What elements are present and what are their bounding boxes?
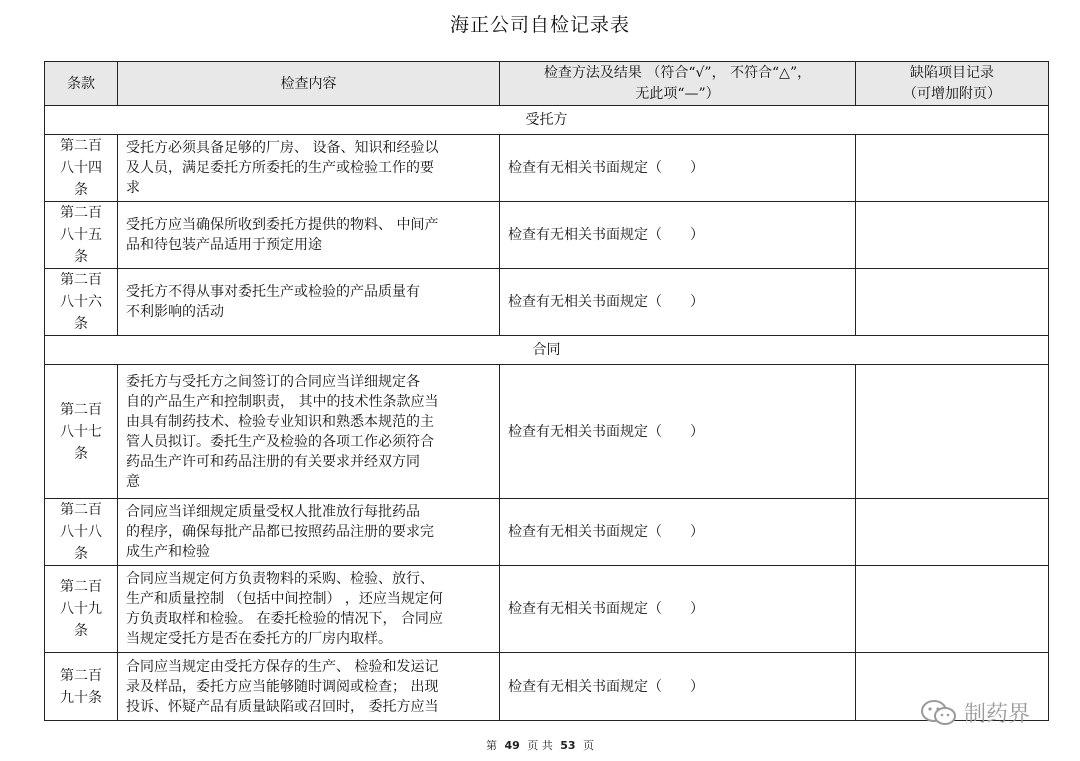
table-row (45, 269, 1049, 336)
content-line: 合同应当规定何方负责物料的采购、检验、放行、 (126, 571, 434, 587)
content-cell (118, 653, 500, 721)
header-method (500, 62, 856, 106)
clause-line: 九十条 (60, 689, 102, 706)
table-row (45, 499, 1049, 566)
defect-cell[interactable] (856, 566, 1049, 653)
defect-cell[interactable] (856, 135, 1049, 202)
content-line: 由具有制药技术、检验专业知识和熟悉本规范的主 (126, 413, 434, 430)
footer-suffix: 页 (583, 739, 595, 752)
content-line: 意 (126, 473, 140, 490)
table-row (45, 365, 1049, 499)
footer-middle: 页 共 (527, 739, 553, 752)
method-cell: 检查有无相关书面规定（ ） (500, 135, 856, 202)
content-line: 管人员拟订。委托生产及检验的各项工作必须符合 (126, 433, 434, 450)
section-title: 受托方 (45, 106, 1049, 135)
defect-cell[interactable] (856, 269, 1049, 336)
content-line: 不利影响的活动 (126, 304, 224, 320)
method-cell: 检查有无相关书面规定（ ） (500, 566, 856, 653)
clause-cell (45, 365, 118, 499)
content-line: 合同应当规定由受托方保存的生产、 检验和发运记 (126, 658, 439, 675)
content-cell (118, 365, 500, 499)
clause-line: 第二百 (60, 579, 102, 595)
clause-line: 条 (74, 623, 88, 639)
content-cell (118, 269, 500, 336)
method-cell: 检查有无相关书面规定（ ） (500, 653, 856, 721)
clause-cell (45, 566, 118, 653)
clause-line: 八十六 (60, 294, 102, 310)
content-line: 录及样品，委托方应当能够随时调阅或检查； 出现 (126, 678, 439, 695)
content-cell (118, 202, 500, 269)
content-line: 自的产品生产和控制职责， 其中的技术性条款应当 (126, 393, 439, 410)
content-line: 及人员，满足委托方所委托的生产或检验工作的要 (126, 160, 434, 176)
section-row (45, 336, 1049, 365)
section-title: 合同 (45, 336, 1049, 365)
header-defect-line1: 缺陷项目记录 (910, 64, 994, 81)
watermark-text: 制药界 (964, 702, 1031, 727)
clause-line: 第二百 (60, 272, 102, 288)
page-footer (0, 737, 1080, 753)
clause-line: 八十九 (60, 601, 102, 617)
footer-prefix: 第 (485, 739, 497, 752)
clause-cell (45, 653, 118, 721)
clause-line: 八十四 (60, 160, 102, 176)
content-line: 委托方与受托方之间签订的合同应当详细规定各 (126, 373, 420, 390)
clause-line: 条 (74, 445, 88, 462)
content-line: 的程序，确保每批产品都已按照药品注册的要求完 (126, 524, 434, 540)
clause-line: 八十五 (60, 227, 102, 243)
defect-cell[interactable] (856, 365, 1049, 499)
content-line: 受托方应当确保所收到委托方提供的物料、 中间产 (126, 217, 439, 233)
watermark (920, 697, 1030, 728)
table-header-row (45, 62, 1049, 106)
clause-cell (45, 499, 118, 566)
header-content: 检查内容 (118, 62, 500, 106)
table-row (45, 135, 1049, 202)
table-row (45, 566, 1049, 653)
method-cell: 检查有无相关书面规定（ ） (500, 365, 856, 499)
content-line: 生产和质量控制 （包括中间控制） ，还应当规定何 (126, 591, 443, 607)
content-line: 受托方必须具备足够的厂房、 设备、知识和经验以 (126, 140, 439, 156)
content-line: 受托方不得从事对委托生产或检验的产品质量有 (126, 284, 420, 300)
defect-cell[interactable] (856, 499, 1049, 566)
clause-line: 条 (74, 182, 88, 198)
clause-cell (45, 202, 118, 269)
clause-line: 条 (74, 546, 88, 562)
content-cell (118, 135, 500, 202)
content-line: 品和待包装产品适用于预定用途 (126, 237, 322, 253)
header-method-line2: 无此项“—”） (635, 85, 720, 102)
header-method-line1: 检查方法及结果 （符合“√”， 不符合“△”， (543, 64, 812, 81)
content-cell (118, 499, 500, 566)
clause-line: 第二百 (60, 667, 102, 684)
clause-line: 第二百 (60, 138, 102, 154)
wechat-icon (920, 699, 958, 727)
clause-line: 八十七 (60, 423, 102, 440)
footer-page-number: 49 (504, 739, 520, 752)
header-defect (856, 62, 1049, 106)
header-defect-line2: （可增加附页） (903, 85, 1001, 102)
clause-cell (45, 269, 118, 336)
document-title: 海正公司自检记录表 (449, 14, 630, 36)
clause-line: 条 (74, 316, 88, 332)
content-line: 投诉、怀疑产品有质量缺陷或召回时， 委托方应当 (126, 698, 439, 715)
section-row (45, 106, 1049, 135)
content-cell (118, 566, 500, 653)
content-line: 当规定受托方是否在委托方的厂房内取样。 (126, 631, 392, 647)
method-cell: 检查有无相关书面规定（ ） (500, 202, 856, 269)
clause-cell (45, 135, 118, 202)
content-line: 合同应当详细规定质量受权人批准放行每批药品 (126, 504, 420, 520)
table-row (45, 202, 1049, 269)
content-line: 方负责取样和检验。 在委托检验的情况下， 合同应 (126, 611, 443, 627)
header-clause: 条款 (45, 62, 118, 106)
clause-line: 条 (74, 249, 88, 265)
content-line: 药品生产许可和药品注册的有关要求并经双方同 (126, 453, 420, 470)
method-cell: 检查有无相关书面规定（ ） (500, 269, 856, 336)
clause-line: 第二百 (60, 502, 102, 518)
table-row (45, 653, 1049, 721)
content-line: 成生产和检验 (126, 544, 210, 560)
defect-cell[interactable] (856, 202, 1049, 269)
clause-line: 第二百 (60, 401, 102, 418)
clause-line: 八十八 (60, 524, 102, 540)
clause-line: 第二百 (60, 205, 102, 221)
method-cell: 检查有无相关书面规定（ ） (500, 499, 856, 566)
content-line: 求 (126, 180, 140, 196)
inspection-table (44, 61, 1049, 721)
footer-page-total: 53 (560, 739, 576, 752)
